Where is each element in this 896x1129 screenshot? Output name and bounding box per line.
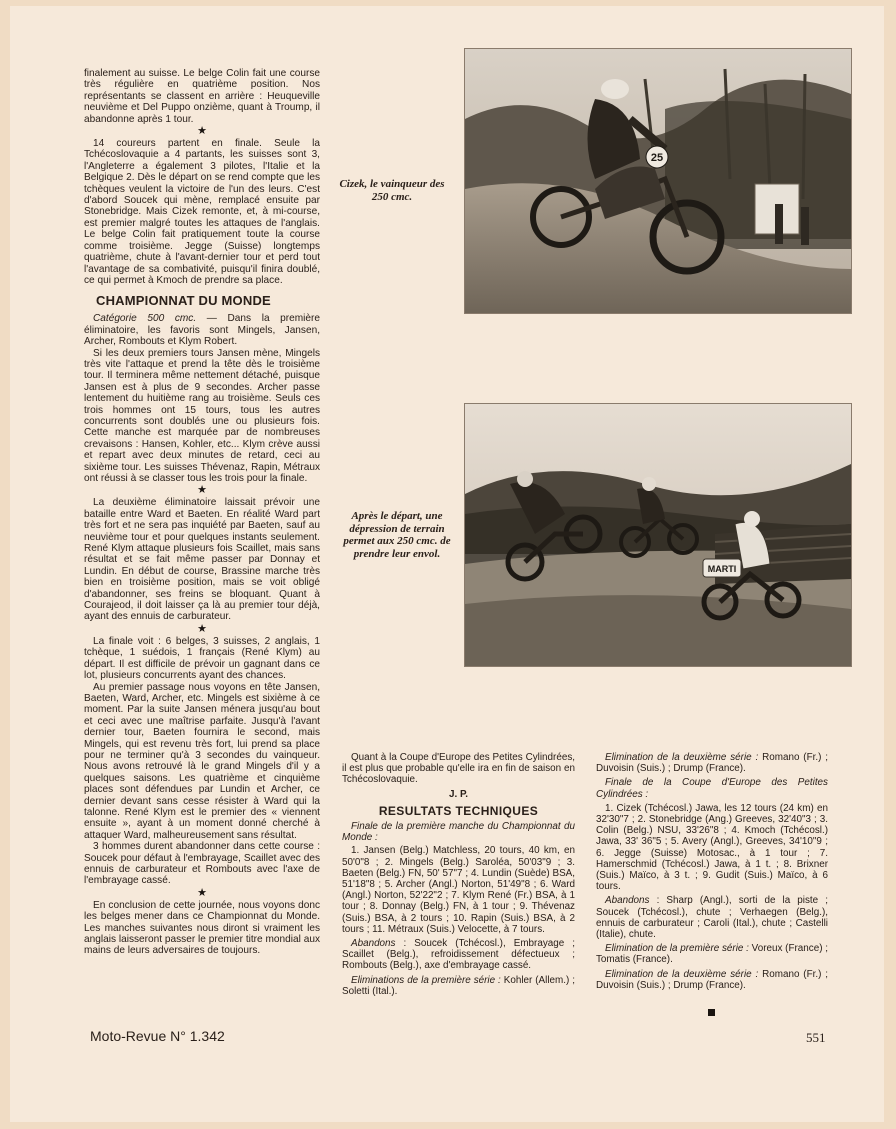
photo-1-caption: Cizek, le vainqueur des 250 cmc. bbox=[339, 178, 445, 203]
eliminations-paragraph bbox=[596, 943, 828, 965]
paragraph: La finale voit : 6 belges, 3 suisses, 2 anglais, 1 tchèque, 1 suédois, 1 français (René Klym) au départ. Il est difficile de prévoir un gagnant dans ce lot, plusieurs concurrents ayant des chances. bbox=[84, 635, 320, 682]
author-signature: J. P. bbox=[448, 788, 469, 800]
star-separator-icon: ★ bbox=[197, 125, 207, 138]
paragraph: La deuxième éliminatoire laissait prévoir une bataille entre Ward et Baeten. En réalité Ward part très fort et ne sera pas inquiété par Baeten, sauf au neuvième tour et pour quelques instants seulement. René Klym attaque plusieurs fois Scaillet, mais sans résultat et se fait même passer par Donnay et Lundin. En début de course, Brassine marche très bien en troisième position, mais se voit obligé d'abandonner, ses freins se bloquant. Quant à Courajeod, il doit laisser ça là au premier tour déjà, ayant des ennuis de carburateur. bbox=[84, 497, 320, 623]
eliminations-text: Kohler (Allem.) ; Soletti (Ital.). bbox=[342, 974, 575, 997]
number-plate: 25 bbox=[650, 152, 664, 164]
eliminations-paragraph bbox=[596, 969, 828, 991]
abandons-text: : Sharp (Angl.), sorti de la piste ; Soucek (Tchécosl.), chute ; Verhaegen (Belg.), ennuis de carburateur ; Caroli (Ital.), chute ; Castelli (Italie), chute. bbox=[596, 895, 828, 941]
star-separator-icon: ★ bbox=[197, 886, 207, 899]
banner-text: MARTI bbox=[707, 564, 737, 574]
paragraph: 14 coureurs partent en finale. Seule la Tchécoslovaquie a 4 partants, les suisses sont 3, l'Angleterre a également 3 pilotes, l'Italie et la Belgique 2. Dès le départ on se rend compte que les tchèques veulent la victoire de l'un des leurs. C'est d'abord Soucek qui mène, remplacé ensuite par Stonebridge. Mais Cizek remonte, et, à mi-course, est premier malgré toutes les attaques de l'anglais. Le belge Colin fait pratiquement toute la course comme troisième. Jegge (Suisse) longtemps quatrième, chute à l'avant-dernier tour et perd tout l'avantage de sa combativité, puisqu'il finira doublé, ce qui permet à Kmoch de prendre sa place. bbox=[84, 138, 320, 286]
eliminations-text: Voreux (France) ; Tomatis (France). bbox=[596, 943, 828, 966]
paragraph bbox=[84, 313, 320, 347]
photo-250cc-jump bbox=[464, 403, 852, 667]
paragraph: Si les deux premiers tours Jansen mène, Mingels très vite l'attaque et prend la tête dès le troisième tour. Il terminera même nettement détaché, puisque Jansen est à plus de 9 secondes. Archer passe lentement du huitième rang au troisième. Seuls ces trois hommes ont 15 tours, tous les autres concurrents sont doublés une ou plusieurs fois. Cette manche est marquée par de nombreuses crevaisons : Hansen, Kohler, etc... Klym crève aussi et repart avec deux minutes de retard, ceci au sixième tour. Les suisses Thévenaz, Rapin, Métraux ont réussi à se classer tous les trois pour la finale. bbox=[84, 347, 320, 484]
star-separator-icon: ★ bbox=[197, 622, 207, 635]
paragraph: Quant à la Coupe d'Europe des Petites Cylindrées, il est plus que probable qu'elle ira en fin de saison en Tchécoslovaquie. bbox=[342, 752, 575, 786]
right-column bbox=[596, 752, 828, 994]
eliminations-label: Elimination de la deuxième série : bbox=[605, 752, 759, 763]
end-of-article-square-icon bbox=[708, 1009, 715, 1016]
eliminations-paragraph bbox=[342, 975, 575, 997]
eliminations-label: Elimination de la deuxième série : bbox=[605, 968, 759, 980]
star-separator-icon: ★ bbox=[197, 484, 207, 497]
paragraph-text: — Dans la première éliminatoire, les favoris sont Mingels, Jansen, Archer, Rombouts et Klym Robert. bbox=[84, 313, 321, 348]
results-list: 1. Jansen (Belg.) Matchless, 20 tours, 40 km, en 50'0"8 ; 2. Mingels (Belg.) Saroléa, 50'03"9 ; 3. Baeten (Belg.) FN, 50' 57"7 ; 4. Lundin (Suède) BSA, 51'18"8 ; 5. Archer (Angl.) Norton, 51'49"8 ; 6. Ward (Angl.) Norton, 52'22"2 ; 7. Klym René (Fr.) BSA, à 1 tour ; 8. Donnay (Belg.) FN, à 1 tour ; 9. Thévenaz (Suis.) BSA, à 2 tours ; 10. Rapin (Suis.) BSA, à 2 tours ; 11. Métraux (Suis.) Velocette, à 7 tours. bbox=[342, 845, 575, 935]
eliminations-text: Romano (Fr.) ; Duvoisin (Suis.) ; Drump (France). bbox=[596, 752, 828, 775]
paragraph: En conclusion de cette journée, nous voyons donc les belges mener dans ce Championnat du Monde. Les manches suivantes nous diront si vraiment les anglais laisseront passer le premier titre mondial aux mains de leurs adversaires de toujours. bbox=[84, 899, 320, 957]
photo-1-image bbox=[465, 49, 851, 313]
results-list: 1. Cizek (Tchécosl.) Jawa, les 12 tours (24 km) en 32'30"7 ; 2. Stonebridge (Ang.) Greeves, 32'40"3 ; 3. Colin (Belg.) NSU, 33'26"8 ; 4. Kmoch (Tchécosl.) Jawa, 33' 36"5 ; 5. Avery (Angl.), Greeves, 34'10"9 ; 6. Jegge (Suisse) Motosac., à 1 tour ; 7. Hamerschmid (Tchécosl.) Jawa, à 1 t. ; 8. Brixner (Suis.) Maïco, à 3 t. ; 9. Gudit (Suis.) Maïco, à 6 tours. bbox=[596, 802, 828, 893]
section-title: CHAMPIONNAT DU MONDE bbox=[96, 293, 271, 309]
paragraph: 3 hommes durent abandonner dans cette course : Soucek pour défaut à l'embrayage, Scaillet avec des ennuis de carburateur et Rombouts avec l'axe de l'embrayage cassé. bbox=[84, 841, 320, 887]
eliminations-text: Romano (Fr.) ; Duvoisin (Suis.) ; Drump (France). bbox=[596, 968, 828, 991]
left-column bbox=[84, 68, 320, 957]
abandons-text: : Soucek (Tchécosl.), Embrayage ; Scaillet (Belg.), refroidissement défectueux ; Rombouts (Belg.), axe d'embrayage cassé. bbox=[342, 938, 575, 972]
abandons-paragraph bbox=[342, 938, 575, 972]
photo-2-image bbox=[465, 404, 851, 666]
eliminations-label: Eliminations de la première série : bbox=[351, 974, 501, 986]
results-title: RESULTATS TECHNIQUES bbox=[378, 803, 539, 818]
paragraph: Au premier passage nous voyons en tête Jansen, Baeten, Ward, Archer, etc. Mingels est sixième à ce moment. Par la suite Jansen ménera jusqu'au bout et ceci avec une maîtrise parfaite. Jusqu'à l'avant dernier tour, Baeten fournira le second, mais Mingels, qui est revenu très fort, lui prend sa place pour ne terminer qu'à 3 secondes du vainqueur. Nous avons retrouvé là le grand Mingels d'il y a quelques saisons. Les quatrième et cinquième places sont défendues par Lundin et Archer, ce dernier devant sans cesse résister à Ward qui la talonne. René Klym est le premier des « viennent ensuite », ayant à un moment donné cherché à attaquer Ward, malheureusement sans résultat. bbox=[84, 681, 320, 841]
results-subheading: Finale de la Coupe d'Europe des Petites Cylindrées : bbox=[596, 777, 828, 800]
page-number: 551 bbox=[806, 1030, 826, 1045]
category-label: Catégorie 500 cmc. bbox=[93, 313, 197, 325]
results-subheading: Finale de la première manche du Championnat du Monde : bbox=[342, 821, 575, 844]
paragraph: finalement au suisse. Le belge Colin fait une course très régulière en quatrième position. Nos représentants se classent en arrière : Heuqueville neuvième et Del Puppo onzième, quant à Troump, il abandonne après 1 tour. bbox=[84, 68, 320, 125]
abandons-label: Abandons bbox=[351, 938, 396, 950]
magazine-footer: Moto-Revue N° 1.342 bbox=[90, 1028, 225, 1044]
photo-cizek-motocross bbox=[464, 48, 852, 314]
eliminations-label: Elimination de la première série : bbox=[605, 943, 749, 955]
abandons-label: Abandons bbox=[605, 895, 650, 907]
abandons-paragraph bbox=[596, 895, 828, 940]
eliminations-paragraph bbox=[596, 752, 828, 774]
photo-2-caption: Après le départ, une dépression de terrain permet aux 250 cmc. de prendre leur envol. bbox=[343, 510, 451, 560]
middle-column bbox=[342, 752, 575, 997]
